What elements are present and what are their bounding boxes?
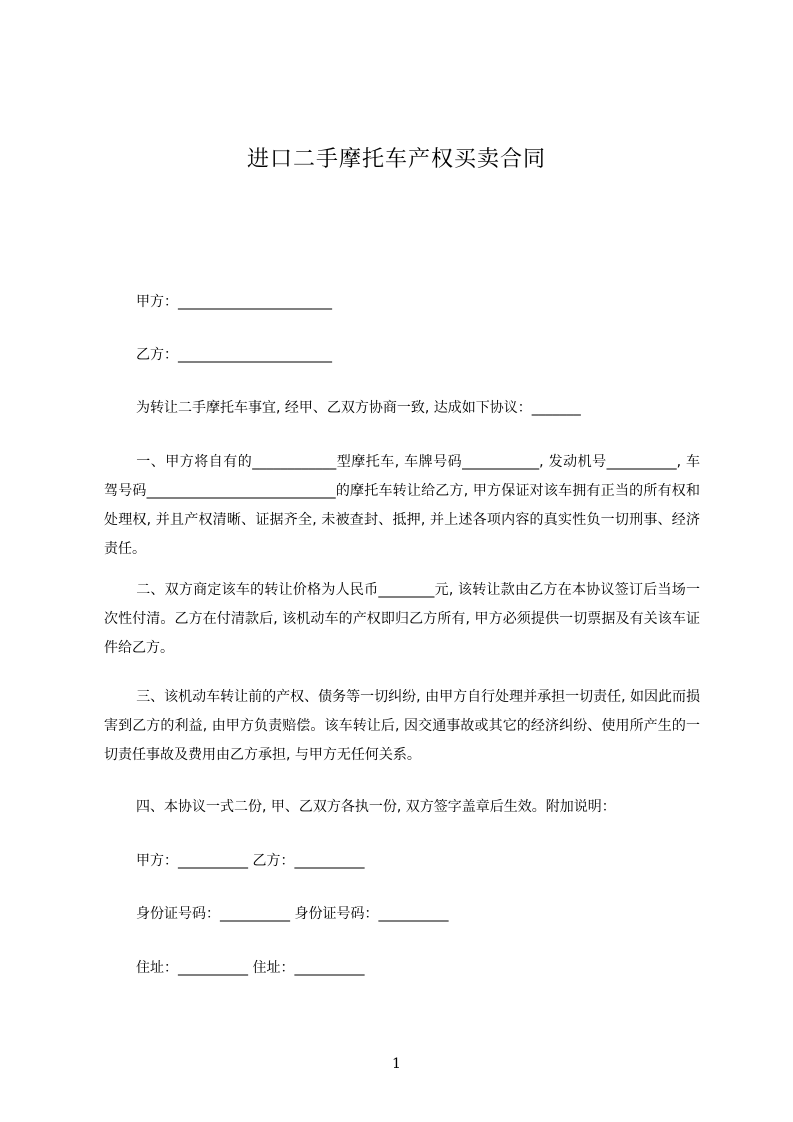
document-title: 进口二手摩托车产权买卖合同: [246, 147, 546, 172]
signature-address-line: 住址：__________ 住址：__________: [136, 960, 365, 976]
party-b-line: 乙方：______________________: [136, 347, 332, 363]
page-number: 1: [392, 1056, 401, 1072]
signature-party-line: 甲方：__________ 乙方：__________: [136, 853, 365, 869]
intro-paragraph: 为转让二手摩托车事宜, 经甲、乙双方协商一致, 达成如下协议：_______: [136, 400, 581, 416]
clause-1-paragraph: 一、甲方将自有的____________型摩托车, 车牌号码___________, 发动机号__________, 车驾号码___________________________的摩托车转让给乙方, 甲方保证对该车拥有正当的所有权和处理权, 并且产权清晰、证据齐全, 未被查封、抵押, 并上述各项内容的真实性负一切刑事、经济责任。: [104, 454, 700, 557]
signature-id-line: 身份证号码：__________ 身份证号码：__________: [136, 906, 449, 922]
clause-3-paragraph: 三、该机动车转让前的产权、债务等一切纠纷, 由甲方自行处理并承担一切责任, 如因此而损害到乙方的利益, 由甲方负责赔偿。该车转让后, 因交通事故或其它的经济纠纷、使用所产生的一切责任事故及费用由乙方承担, 与甲方无任何关系。: [104, 689, 700, 763]
clause-4-paragraph: 四、本协议一式二份, 甲、乙双方各执一份, 双方签字盖章后生效。附加说明：: [136, 799, 616, 815]
party-a-line: 甲方：______________________: [136, 294, 332, 310]
clause-2-paragraph: 二、双方商定该车的转让价格为人民币________元, 该转让款由乙方在本协议签订后当场一次性付清。乙方在付清款后, 该机动车的产权即归乙方所有, 甲方必须提供一切票据及有关该车证件给乙方。: [104, 582, 700, 656]
